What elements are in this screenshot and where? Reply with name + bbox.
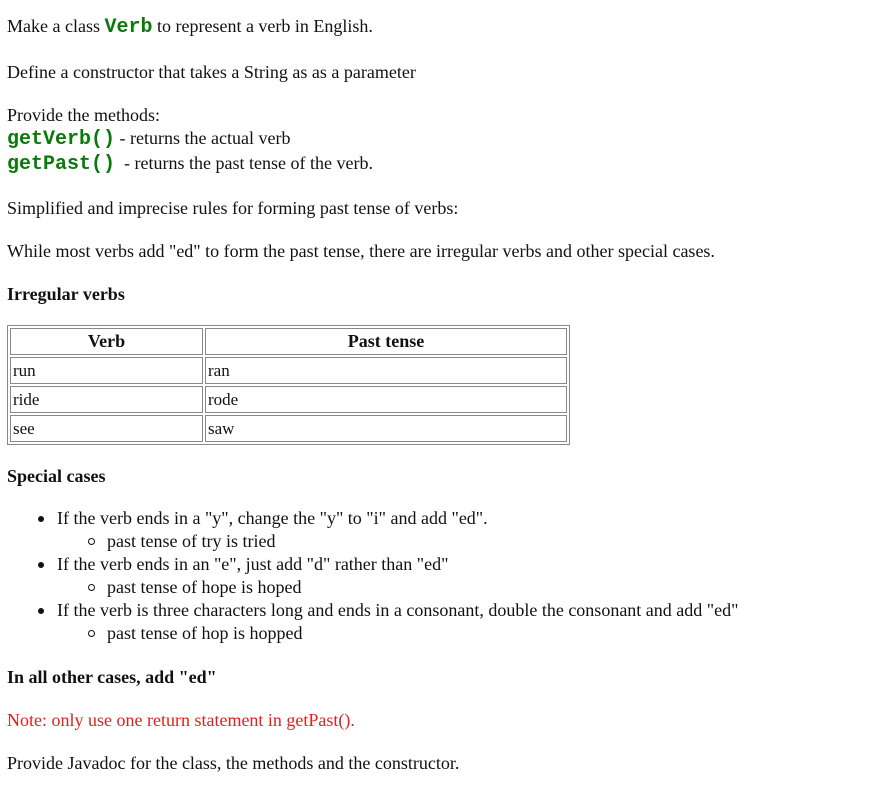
past-cell: saw: [205, 415, 567, 442]
constructor-paragraph: Define a constructor that takes a String as as a parameter: [7, 62, 416, 82]
sub-list-item: [57, 576, 738, 599]
list-item: [7, 507, 738, 553]
list-item: [7, 599, 738, 645]
bullet-icon: [38, 608, 44, 614]
method-getpast: [7, 152, 373, 176]
method-getverb: [7, 127, 290, 151]
rule-text: If the verb is three characters long and ends in a consonant, double the consonant and add "ed": [57, 600, 739, 620]
intro-pre: Make a class: [7, 16, 105, 36]
table-header-row: [10, 328, 567, 355]
irregular-verbs-table: [7, 325, 570, 445]
rule-text: If the verb ends in an "e", just add "d" rather than "ed": [57, 554, 449, 574]
rule-example: past tense of try is tried: [107, 531, 276, 551]
bullet-icon: [38, 516, 44, 522]
method-description: - returns the actual verb: [115, 128, 291, 148]
verb-cell: ride: [10, 386, 203, 413]
column-header-verb: Verb: [10, 328, 203, 355]
class-name-code: Verb: [104, 16, 153, 39]
special-heading: Special cases: [7, 466, 106, 486]
list-item: [7, 553, 738, 599]
rules-intro: Simplified and imprecise rules for forming past tense of verbs:: [7, 198, 459, 218]
rule-example: past tense of hope is hoped: [107, 577, 302, 597]
circle-bullet-icon: [88, 538, 95, 545]
method-description: - returns the past tense of the verb.: [115, 153, 373, 173]
past-cell: rode: [205, 386, 567, 413]
table-row: [10, 415, 567, 442]
column-header-past: Past tense: [205, 328, 567, 355]
note-text: Note: only use one return statement in getPast().: [7, 710, 355, 730]
verb-cell: see: [10, 415, 203, 442]
intro-post: to represent a verb in English.: [152, 16, 373, 36]
bullet-icon: [38, 562, 44, 568]
past-cell: ran: [205, 357, 567, 384]
sub-list-item: [57, 622, 738, 645]
sub-list-item: [57, 530, 738, 553]
method-name-code: getPast(): [7, 153, 116, 176]
table-row: [10, 386, 567, 413]
table-row: [10, 357, 567, 384]
other-cases-heading: In all other cases, add "ed": [7, 667, 217, 687]
intro-paragraph: [7, 15, 373, 39]
methods-heading: Provide the methods:: [7, 105, 160, 125]
verb-cell: run: [10, 357, 203, 384]
circle-bullet-icon: [88, 630, 95, 637]
rule-text: If the verb ends in a "y", change the "y" to "i" and add "ed".: [57, 508, 488, 528]
general-rule: While most verbs add "ed" to form the past tense, there are irregular verbs and other special cases.: [7, 241, 715, 261]
method-name-code: getVerb(): [7, 128, 116, 151]
javadoc-text: Provide Javadoc for the class, the methods and the constructor.: [7, 753, 460, 773]
rule-example: past tense of hop is hopped: [107, 623, 303, 643]
special-cases-list: [7, 507, 738, 645]
circle-bullet-icon: [88, 584, 95, 591]
irregular-heading: Irregular verbs: [7, 284, 125, 304]
